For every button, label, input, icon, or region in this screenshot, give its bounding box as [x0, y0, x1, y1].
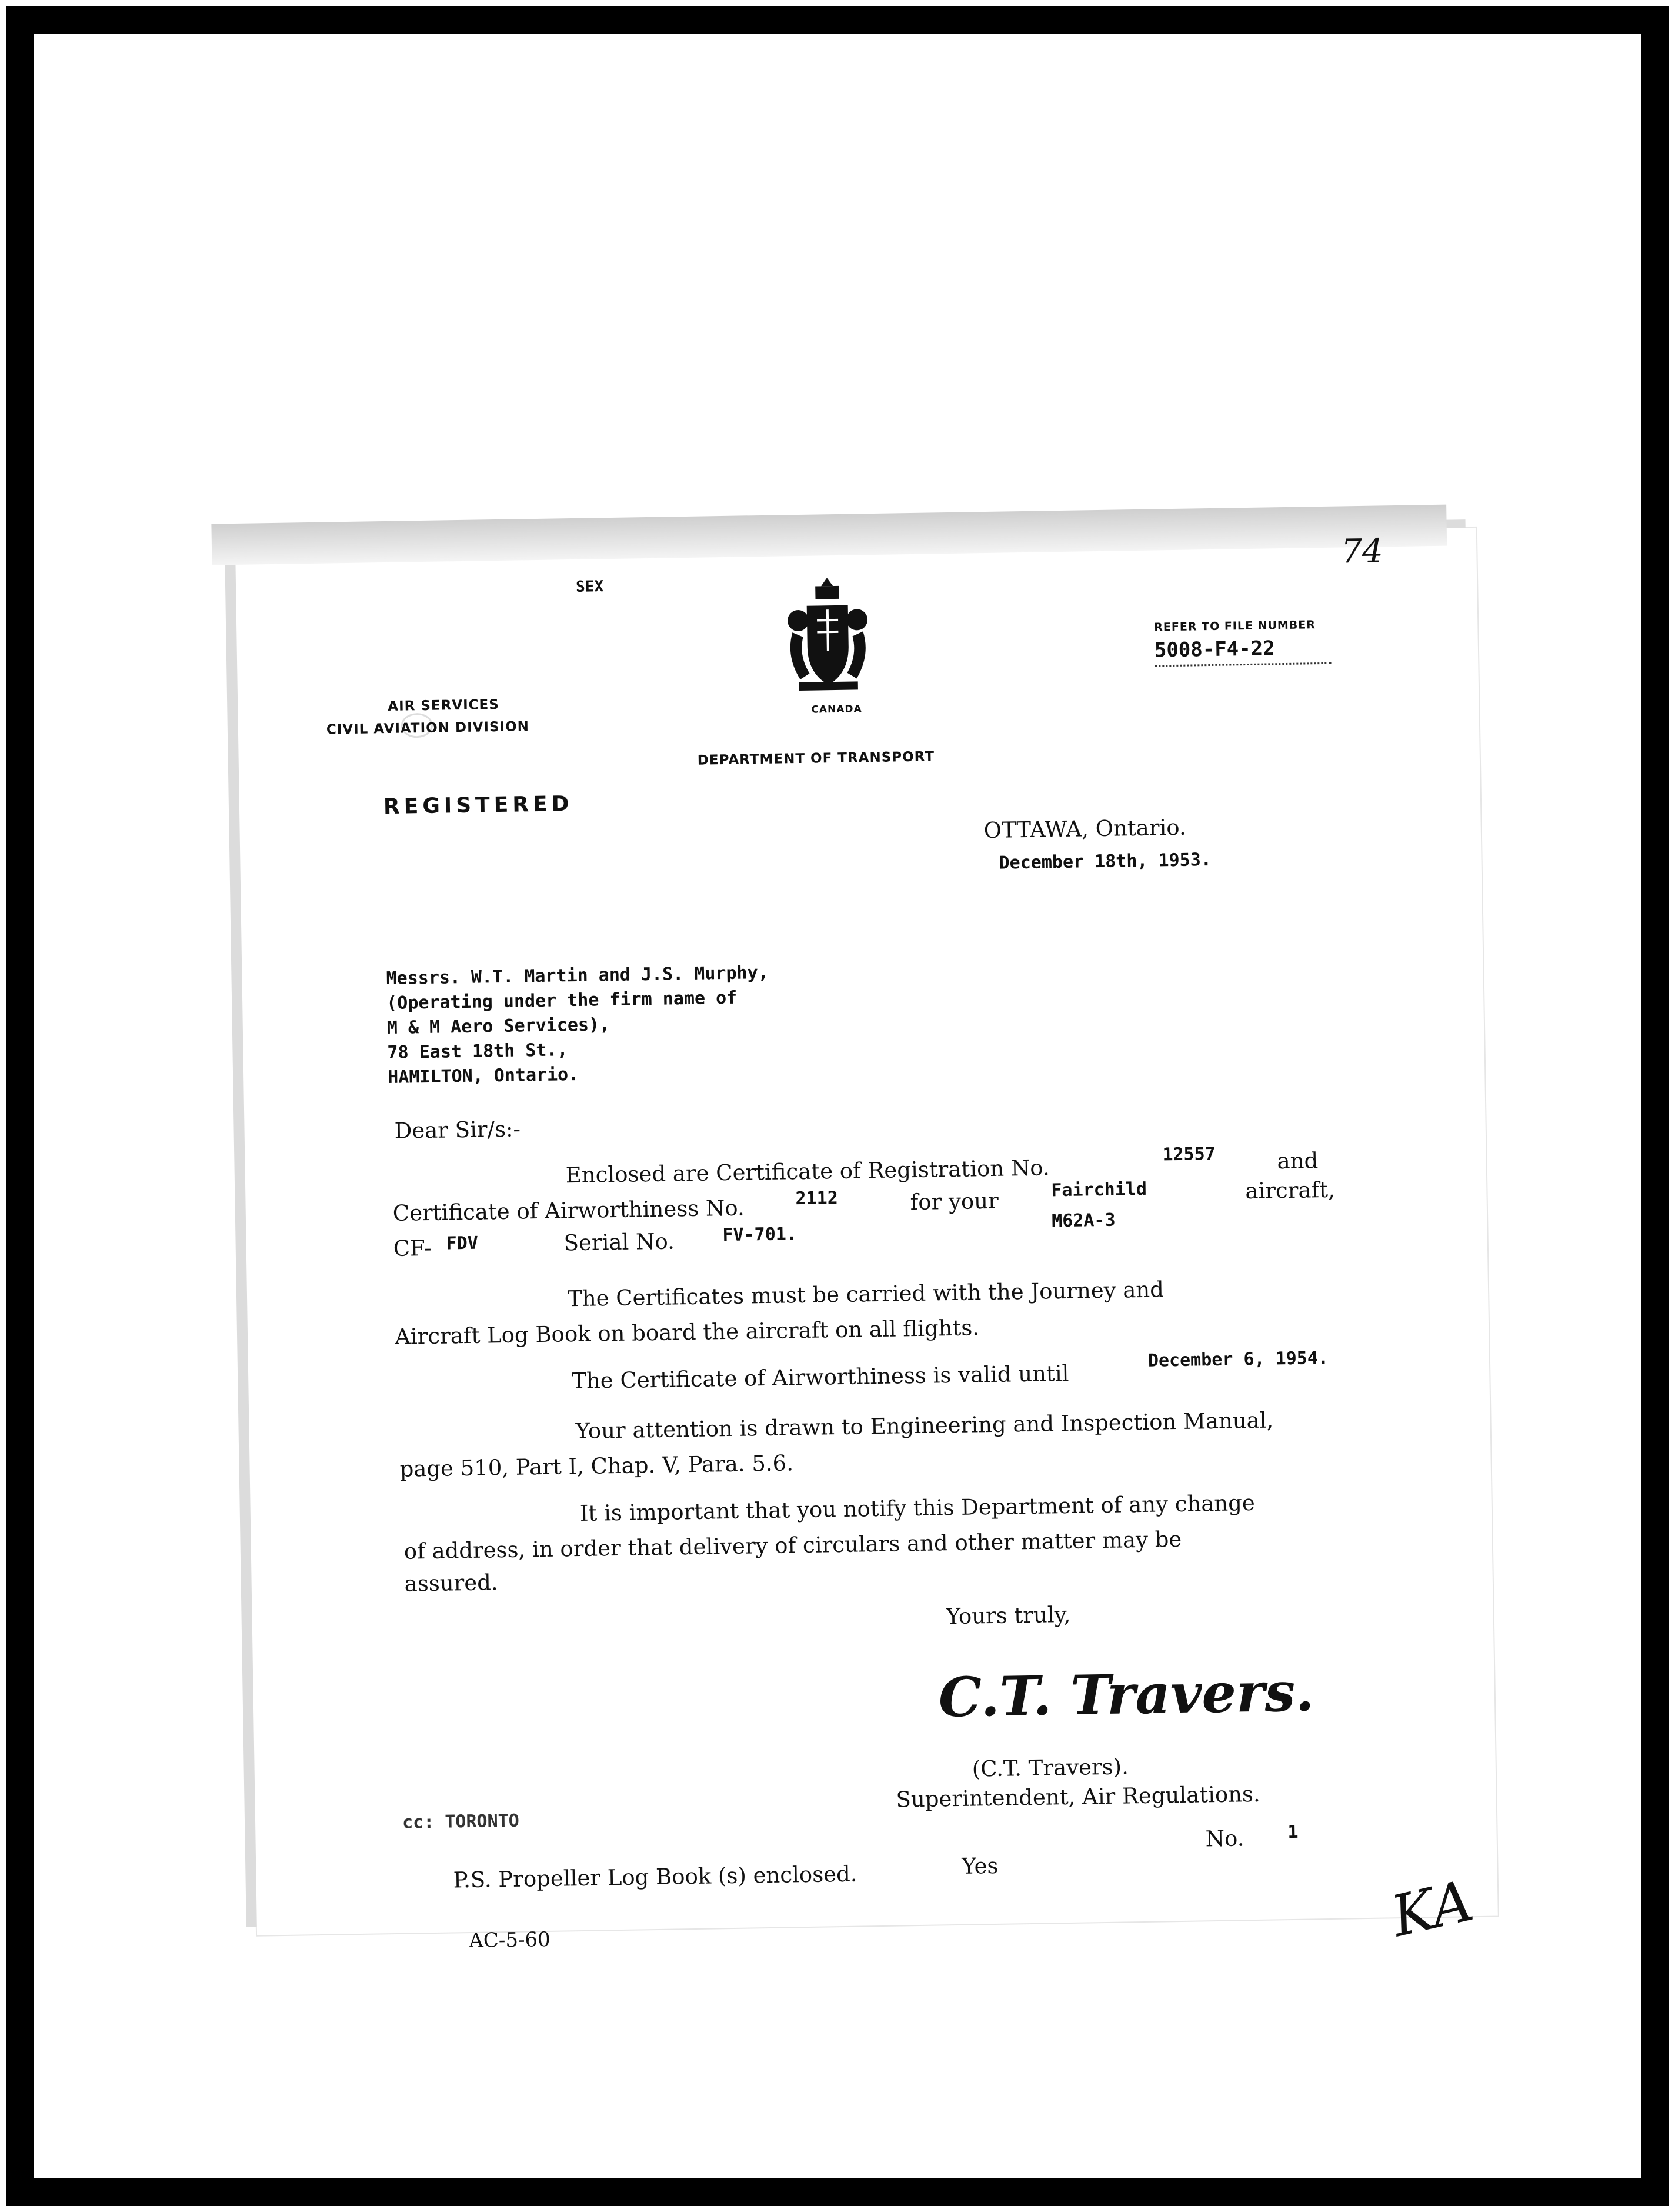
cf-label: CF-	[393, 1235, 432, 1261]
para3-text: The Certificate of Airworthiness is valid until	[572, 1360, 1069, 1394]
registered-label: REGISTERED	[383, 792, 573, 819]
para1-aircraft-word: aircraft,	[1245, 1177, 1336, 1204]
para1-line1-end: and	[1277, 1148, 1319, 1174]
cc-line: cc: TORONTO	[402, 1810, 520, 1833]
para5-line2: of address, in order that delivery of circulars and other matter may be	[403, 1526, 1182, 1564]
refer-to-file-label: REFER TO FILE NUMBER	[1154, 618, 1316, 634]
address-line-1: Messrs. W.T. Martin and J.S. Murphy,	[386, 962, 769, 990]
civil-aviation-label: CIVIL AVIATION DIVISION	[326, 719, 530, 738]
aircraft-make: Fairchild	[1051, 1178, 1147, 1201]
location-line: OTTAWA, Ontario.	[983, 814, 1187, 844]
serial-number: FV-701.	[722, 1224, 798, 1246]
ps-no-label: No.	[1205, 1825, 1244, 1852]
file-number: 5008-F4-22	[1154, 637, 1275, 662]
para5-line1: It is important that you notify this Department of any change	[579, 1490, 1256, 1526]
form-number: AC-5-60	[468, 1927, 551, 1953]
letter-sheet	[235, 528, 1498, 1953]
para2-line2: Aircraft Log Book on board the aircraft on all flights.	[394, 1315, 980, 1350]
para1-line1-text: Enclosed are Certificate of Registration No.	[565, 1155, 1050, 1188]
salutation: Dear Sir/s:-	[394, 1116, 521, 1144]
handwritten-signature: C.T. Travers.	[938, 1660, 1315, 1730]
para2-line1: The Certificates must be carried with the Journey and	[567, 1277, 1165, 1312]
department-label: DEPARTMENT OF TRANSPORT	[697, 749, 935, 768]
ps-no-value: 1	[1287, 1821, 1299, 1843]
valid-until-date: December 6, 1954.	[1147, 1347, 1329, 1371]
para1-line2-text: Certificate of Airworthiness No.	[392, 1195, 745, 1226]
signer-title: Superintendent, Air Regulations.	[896, 1781, 1261, 1813]
airworthiness-number: 2112	[795, 1188, 839, 1210]
letter-date: December 18th, 1953.	[999, 849, 1212, 874]
stamp-code: SEX	[575, 578, 604, 596]
address-line-2: (Operating under the firm name of	[386, 987, 738, 1014]
registration-number: 12557	[1162, 1143, 1216, 1165]
para5-line3: assured.	[404, 1570, 498, 1597]
address-line-3: M & M Aero Services),	[386, 1014, 610, 1039]
file-number-underline	[1155, 662, 1331, 667]
address-line-4: 78 East 18th St.,	[387, 1040, 568, 1064]
cf-registration-mark: FDV	[446, 1232, 479, 1254]
handwritten-initials: KA	[1385, 1867, 1479, 1950]
coat-of-arms-icon	[780, 572, 876, 697]
para4-line2: page 510, Part I, Chap. V, Para. 5.6.	[399, 1450, 794, 1482]
para1-for-your: for your	[910, 1188, 999, 1215]
ps-answer: Yes	[962, 1853, 999, 1879]
air-services-label: AIR SERVICES	[388, 697, 500, 714]
serial-label: Serial No.	[563, 1228, 675, 1256]
signer-name: (C.T. Travers).	[972, 1754, 1129, 1782]
closing: Yours truly,	[946, 1601, 1071, 1630]
address-line-5: HAMILTON, Ontario.	[387, 1064, 579, 1088]
ps-text: P.S. Propeller Log Book (s) enclosed.	[453, 1861, 857, 1893]
para4-line1: Your attention is drawn to Engineering and Inspection Manual,	[575, 1407, 1274, 1444]
canada-label: CANADA	[811, 703, 862, 716]
aircraft-model: M62A-3	[1051, 1210, 1116, 1232]
corner-handwritten-mark: 74	[1340, 532, 1384, 571]
